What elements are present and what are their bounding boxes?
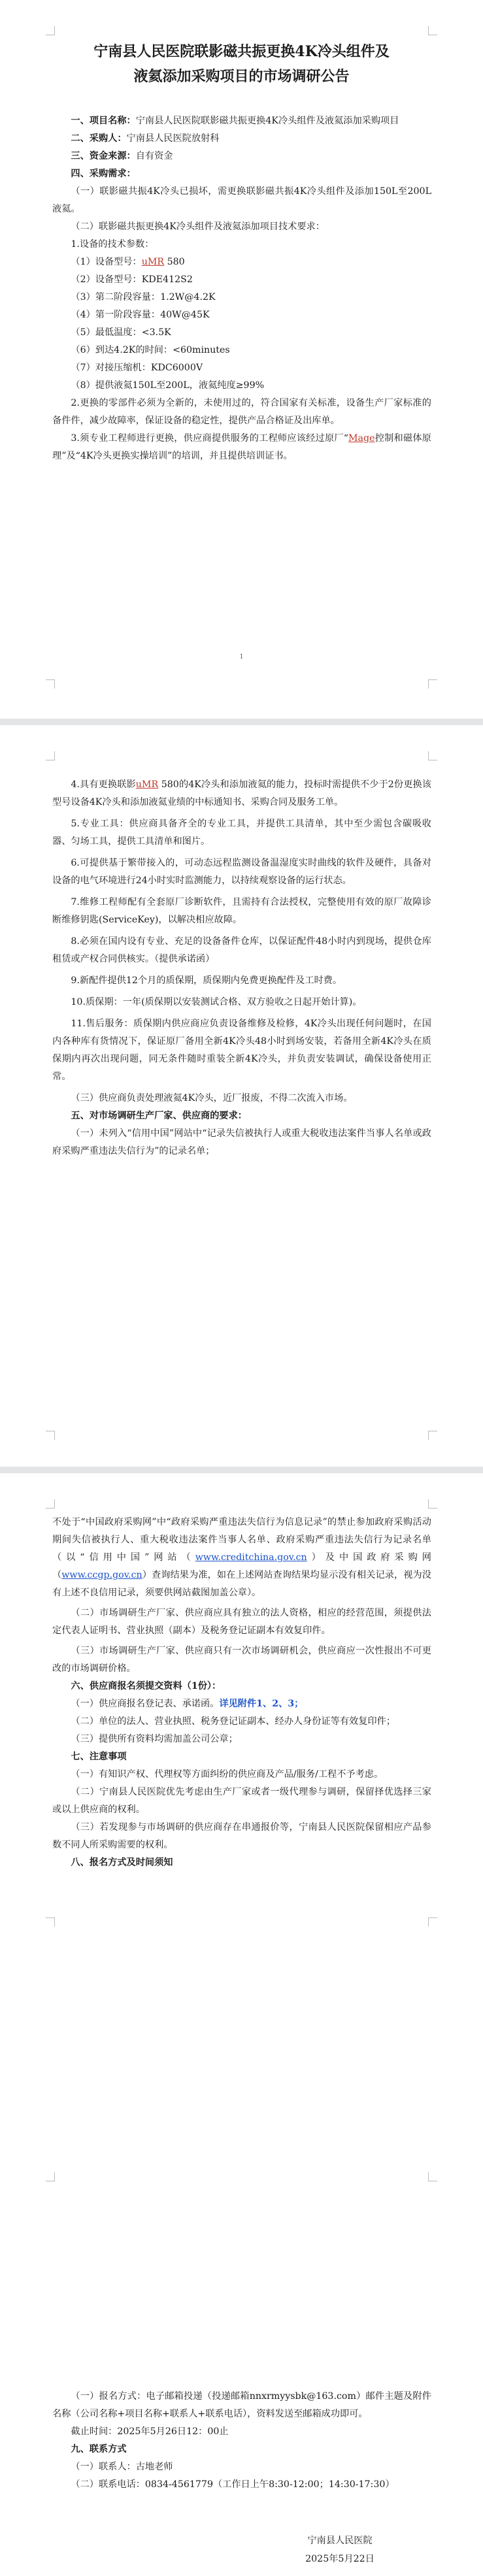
page-corner-mark bbox=[46, 751, 55, 760]
spec-6: （6）到达4.2K的时间：<60minutes bbox=[71, 345, 230, 355]
page-corner-mark bbox=[428, 1917, 437, 1927]
title-line-2: 液氦添加采购项目的市场调研公告 bbox=[133, 68, 350, 85]
page-corner-mark bbox=[46, 26, 55, 35]
section-7-item-3: （三）若发现参与市场调研的供应商存在串通报价等，宁南县人民医院保留相应产品参数不同人所采购需要的权利。 bbox=[52, 1822, 431, 1850]
item-4-part-b: 580的4K冷头和添加液氦的能力，投标时需提供不少于2份更换该型号设备4K冷头和添加液氦业绩的中标通知书、采购合同及服务工单。 bbox=[52, 779, 431, 807]
section-8-heading: 八、报名方式及时间须知 bbox=[71, 1857, 173, 1868]
page-corner-mark bbox=[428, 2172, 437, 2181]
fund-label: 三、资金来源： bbox=[71, 151, 136, 161]
page-corner-mark bbox=[428, 751, 437, 760]
section-6-item-2: （二）单位的法人、营业执照、税务登记证副本、经办人身份证等有效复印件； bbox=[71, 1716, 395, 1727]
requirement-item-10: 10.质保期：一年(质保期以安装测试合格、双方验收之日起开始计算)。 bbox=[71, 997, 362, 1007]
spec-7: （7）对接压缩机：KDC6000V bbox=[71, 363, 203, 373]
page-corner-mark bbox=[46, 1431, 55, 1440]
deadline: 截止时间：2025年5月26日12：00止 bbox=[71, 2426, 229, 2437]
requirement-item-11: 11.售后服务：质保期内供应商应负责设备维修及检修，4K冷头出现任何问题时，在国内各种库有货情况下，保证原厂备用全新4K冷头48小时到场安装，若备用全新4K冷头在质保期内再次出现问题，同无条件随时重装全新4K冷头，并负责安装调试，确保设备使用正常。 bbox=[52, 1019, 431, 1082]
section-5-item-1-continued-c: ）查询结果为准，如在上述网站查询结果均显示没有相关记录，视为没有上述不良信用记录，须要供网站截图加盖公章）。 bbox=[52, 1570, 431, 1598]
requirement-clause-3: （三）供应商负责处理液氦4K冷头，近厂报废，不得二次流入市场。 bbox=[71, 1093, 353, 1103]
section-7-item-2: （二）宁南县人民医院优先考虑由生产厂家或者一级代理参与调研，保留择优选择三家或以上供应商的权利。 bbox=[52, 1787, 431, 1815]
requirement-item-8: 8.必须在国内设有专业、充足的设备备件仓库，以保证配件48小时内到现场，提供仓库租赁或产权合同供核实。（提供承诺函） bbox=[52, 936, 431, 964]
title-line-1: 宁南县人民医院联影磁共振更换4K冷头组件及 bbox=[93, 43, 390, 60]
spec-1-model-flagged: uMR bbox=[141, 257, 165, 267]
spec-1-label: （1）设备型号： bbox=[71, 257, 142, 267]
requirement-item-5: 5.专业工具：供应商具备齐全的专业工具，并提供工具清单，其中至少需包含碳吸收器、匀场工具，提供工具清单和图片。 bbox=[52, 819, 431, 847]
signature-date: 2025年5月22日 bbox=[305, 2554, 375, 2564]
section-8-9-body bbox=[52, 2388, 431, 2494]
page-corner-mark bbox=[46, 1499, 55, 1508]
purchaser: 宁南县人民医院放射科 bbox=[126, 133, 220, 144]
requirement-item-6: 6.可提供基于繁带接入的，可动态远程监测设备温湿度实时曲线的软件及硬件，具备对设备的电气环境进行24小时实时监测能力，以持续观察设备的运行状态。 bbox=[52, 858, 431, 886]
page-corner-mark bbox=[46, 1917, 55, 1927]
page-corner-mark bbox=[428, 26, 437, 35]
requirement-item-7: 7.维修工程师配有全套原厂诊断软件，且需持有合法授权，完整使用有效的原厂故障诊断维修钥匙(ServiceKey)，以解决相应故障。 bbox=[52, 897, 431, 925]
section-5-item-1-continued: 不处于“中国政府采购网”中“政府采购严重违法失信行为信息记录”的禁止参加政府采购活动期间失信被执行人、重大税收违法案件当事人名单、政府采购严重违法失信行为记录名单（以“信用中国”网站（ bbox=[52, 1517, 431, 1563]
section-6-item-3: （三）提供所有资料均需加盖公司公章； bbox=[71, 1734, 238, 1744]
contact-person: （一）联系人：古地老师 bbox=[71, 2462, 173, 2472]
item-3-part-b: 控制和磁体原理”及“4K冷头更换实操培训”的培训，并且提供培训证书。 bbox=[52, 433, 431, 461]
attachment-reference: 详见附件1、2、3； bbox=[219, 1699, 304, 1709]
spec-3: （3）第二阶段容量：1.2W@4.2K bbox=[71, 292, 216, 302]
section-6-item-1: （一）供应商报名登记表、承诺函。 bbox=[71, 1699, 220, 1709]
item-3-part-a: 3.须专业工程师进行更换，供应商提供服务的工程师应该经过原厂“ bbox=[71, 433, 349, 444]
spec-8: （8）提供液氦150L至200L，液氦纯度≥99% bbox=[71, 380, 265, 391]
contact-phone: （二）联系电话：0834-4561779（工作日上午8:30-12:00；14:30-17:30） bbox=[71, 2479, 395, 2490]
section-9-heading: 九、联系方式 bbox=[71, 2444, 127, 2454]
item-4-flagged-word: uMR bbox=[135, 779, 159, 790]
section-5-item-3: （三）市场调研生产厂家、供应商只有一次市场调研机会，供应商应一次性报出不可更改的市场调研价格。 bbox=[52, 1646, 431, 1674]
purchaser-label: 二、采购人： bbox=[71, 133, 127, 144]
page3-body bbox=[52, 1514, 431, 1872]
ccgp-link[interactable]: www.ccgp.gov.cn bbox=[61, 1570, 142, 1580]
page1-body bbox=[52, 112, 431, 465]
spec-2: （2）设备型号：KDE412S2 bbox=[71, 274, 193, 285]
requirements-heading: 四、采购需求： bbox=[71, 169, 136, 179]
page-corner-mark bbox=[428, 679, 437, 689]
item-3-flagged-word: Mage bbox=[348, 433, 375, 444]
section-7-item-1: （一）有知识产权、代理权等方面纠纷的供应商及产品/服务/工程不予考虑。 bbox=[71, 1769, 384, 1780]
section-5-heading: 五、对市场调研生产厂家、供应商的要求： bbox=[71, 1111, 247, 1121]
section-5-item-2: （二）市场调研生产厂家、供应商应具有独立的法人资格，相应的经营范围，须提供法定代表人证明书、营业执照（副本）及税务登记证副本有效复印件。 bbox=[52, 1608, 431, 1636]
page-corner-mark bbox=[428, 1431, 437, 1440]
document-page-3 bbox=[0, 1473, 483, 2576]
spec-heading: 1.设备的技术参数： bbox=[71, 239, 154, 250]
project-name: 宁南县人民医院联影磁共振更换4K冷头组件及液氦添加采购项目 bbox=[135, 116, 399, 126]
section-7-heading: 七、注意事项 bbox=[71, 1752, 127, 1762]
document-page-1 bbox=[0, 0, 483, 719]
section-6-heading: 六、供应商报名须提交资料（1份）： bbox=[71, 1681, 222, 1691]
requirement-item-2: 2.更换的零部件必须为全新的，未使用过的，符合国家有关标准，设备生产厂家标准的备件件，减少故障率，保证设备的稳定性，提供产品合格证及出库单。 bbox=[52, 398, 431, 426]
requirement-1: （一）联影磁共振4K冷头已损坏，需更换联影磁共振4K冷头组件及添加150L至200L液氦。 bbox=[52, 186, 431, 214]
page-corner-mark bbox=[46, 2172, 55, 2181]
requirement-item-9: 9.新配件提供12个月的质保期，质保期内免费更换配件及工时费。 bbox=[71, 975, 342, 986]
creditchina-link[interactable]: www.creditchina.gov.cn bbox=[195, 1552, 307, 1563]
signature-organization: 宁南县人民医院 bbox=[307, 2535, 373, 2546]
project-name-label: 一、项目名称： bbox=[71, 116, 136, 126]
spec-4: （4）第一阶段容量：40W@45K bbox=[71, 310, 210, 320]
spec-5: （5）最低温度：<3.5K bbox=[71, 327, 171, 338]
page2-body bbox=[52, 776, 431, 1160]
signature-block bbox=[275, 2532, 405, 2568]
spec-1-model: 580 bbox=[164, 257, 185, 267]
page-number: 1 bbox=[239, 653, 244, 660]
section-5-item-1-continued-b: ）及中国政府采购网（ bbox=[52, 1552, 431, 1580]
item-4-part-a: 4.具有更换联影 bbox=[71, 779, 136, 790]
section-5-item-1: （一）未列入“信用中国”网站中“记录失信被执行人或重大税收违法案件当事人名单或政府采购严重违法失信行为”的记录名单； bbox=[52, 1128, 431, 1156]
page-corner-mark bbox=[428, 1499, 437, 1508]
document-page-2 bbox=[0, 725, 483, 1467]
requirement-2: （二）联影磁共振更换4K冷头组件及液氦添加项目技术要求： bbox=[71, 221, 325, 232]
fund-source: 自有资金 bbox=[135, 151, 173, 161]
document-title bbox=[39, 39, 444, 89]
section-8-item-1: （一）报名方式：电子邮箱投递（投递邮箱nnxrmyysbk@163.com）邮件主题及附件名称（公司名称+项目名称+联系人+联系电话），资料发送至邮箱成功即可。 bbox=[52, 2391, 431, 2419]
page-corner-mark bbox=[46, 679, 55, 689]
